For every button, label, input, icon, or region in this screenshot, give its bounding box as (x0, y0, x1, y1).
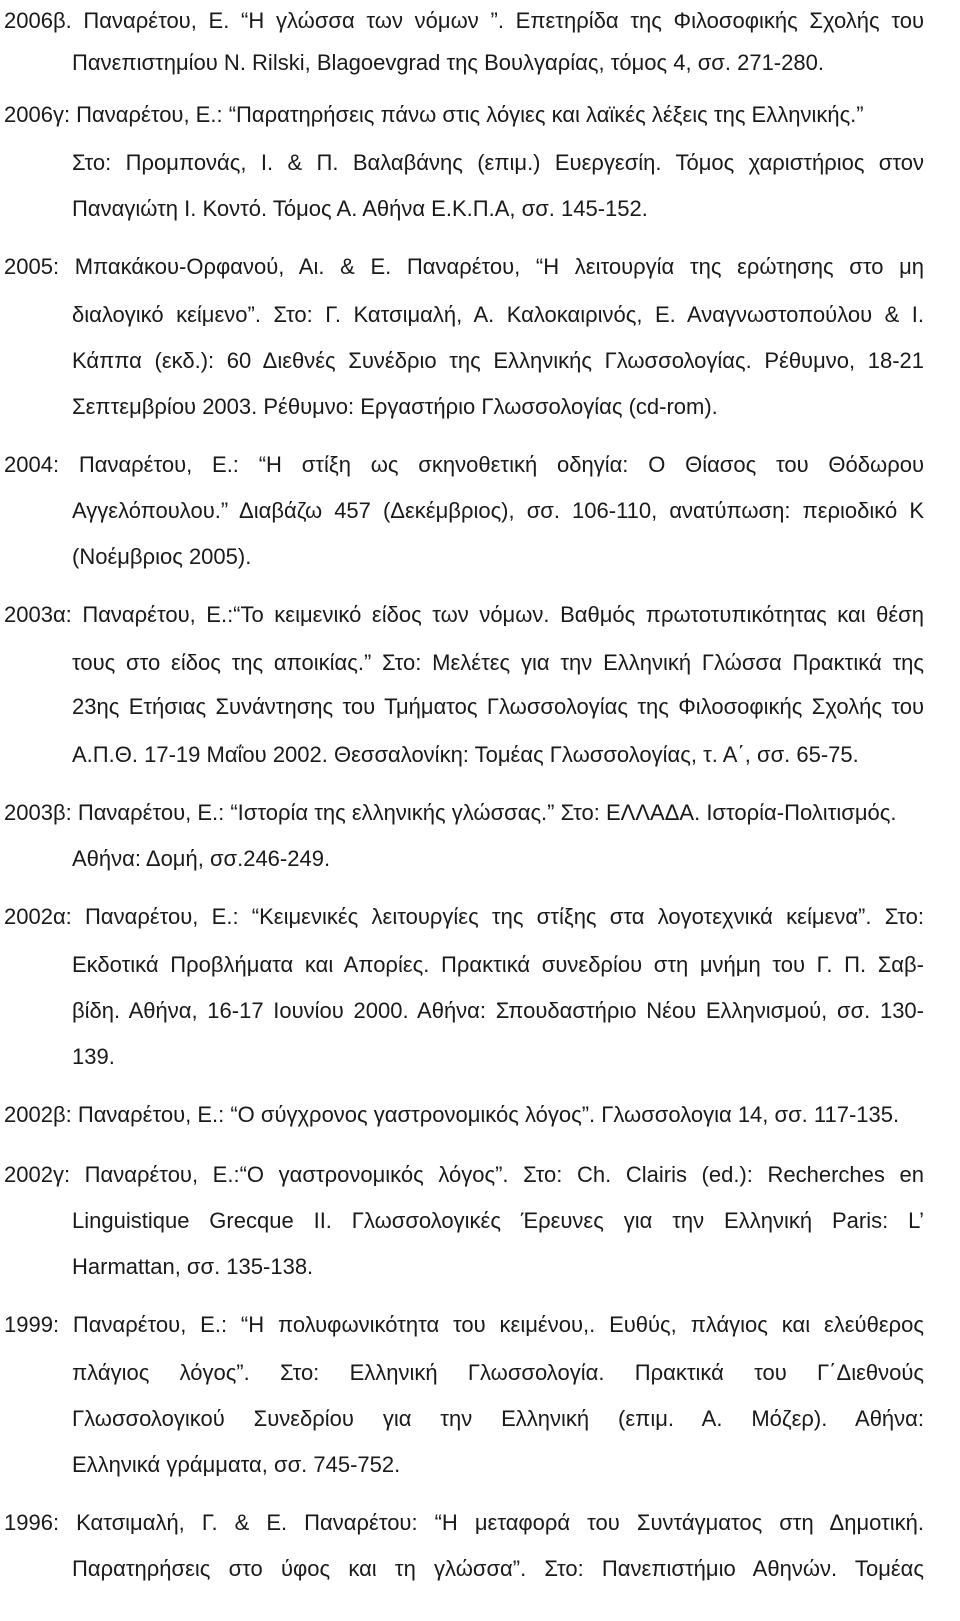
entry-line: 2002α: Παναρέτου, Ε.: “Κειμενικές λειτουργίες της στίξης στα λογοτεχνικά κείμενα”. Στο: (4, 904, 924, 929)
entry-line: Εκδοτικά Προβλήματα και Απορίες. Πρακτικά συνεδρίου στη μνήμη του Γ. Π. Σαβ- (72, 952, 924, 977)
entry-line: 1999: Παναρέτου, Ε.: “Η πολυφωνικότητα του κειμένου,. Ευθύς, πλάγιος και ελεύθερος (4, 1312, 924, 1337)
entry-line: 1996: Κατσιμαλή, Γ. & Ε. Παναρέτου: “Η μεταφορά του Συντάγματος στη Δημοτική. (4, 1510, 924, 1535)
entry-line: 23ης Ετήσιας Συνάντησης του Τμήματος Γλωσσολογίας της Φιλοσοφικής Σχολής του (72, 694, 924, 719)
entry-line: (Νοέμβριος 2005). (72, 544, 252, 569)
entry-line: Αγγελόπουλου.” Διαβάζω 457 (Δεκέμβριος), σσ. 106-110, ανατύπωση: περιοδικό Κ (72, 498, 924, 523)
entry-line: πλάγιος λόγος”. Στο: Ελληνική Γλωσσολογία. Πρακτικά του Γ΄Διεθνούς (72, 1360, 924, 1385)
entry-line: Παρατηρήσεις στο ύφος και τη γλώσσα”. Στο: Πανεπιστήμιο Αθηνών. Τομέας (72, 1556, 924, 1581)
entry-line: 2002β: Παναρέτου, Ε.: “Ο σύγχρονος γαστρονομικός λόγος”. Γλωσσολογια 14, σσ. 117-135. (4, 1102, 900, 1127)
entry-line: 139. (72, 1044, 115, 1069)
entry-line: Πανεπιστημίου Ν. Rilski, Blagoevgrad της Βουλγαρίας, τόμος 4, σσ. 271-280. (72, 50, 824, 75)
entry-line: Κάππα (εκδ.): 60 Διεθνές Συνέδριο της Ελληνικής Γλωσσολογίας. Ρέθυμνο, 18-21 (72, 348, 924, 373)
entry-line: Γλωσσολογικού Συνεδρίου για την Ελληνική (επιμ. Α. Μόζερ). Αθήνα: (72, 1406, 924, 1431)
entry-line: βίδη. Αθήνα, 16-17 Ιουνίου 2000. Αθήνα: Σπουδαστήριο Νέου Ελληνισμού, σσ. 130- (72, 998, 924, 1023)
entry-line: 2006γ: Παναρέτου, Ε.: “Παρατηρήσεις πάνω στις λόγιες και λαϊκές λέξεις της Ελληνικής.” (4, 102, 864, 127)
entry-line: 2002γ: Παναρέτου, Ε.:“Ο γαστρονομικός λόγος”. Στο: Ch. Clairis (ed.): Recherches en (4, 1162, 924, 1187)
entry-line: τους στο είδος της αποικίας.” Στο: Μελέτες για την Ελληνική Γλώσσα Πρακτικά της (72, 650, 924, 675)
entry-line: Α.Π.Θ. 17-19 Μαΐου 2002. Θεσσαλονίκη: Τομέας Γλωσσολογίας, τ. Α΄, σσ. 65-75. (72, 742, 859, 767)
entry-line: 2005: Μπακάκου-Ορφανού, Αι. & Ε. Παναρέτου, “Η λειτουργία της ερώτησης στο μη (4, 254, 924, 279)
entry-line: 2006β. Παναρέτου, Ε. “Η γλώσσα των νόμων ”. Επετηρίδα της Φιλοσοφικής Σχολής του (4, 8, 924, 33)
entry-line: Σεπτεμβρίου 2003. Ρέθυμνο: Εργαστήριο Γλωσσολογίας (cd-rom). (72, 394, 718, 419)
entry-line: Ελληνικά γράμματα, σσ. 745-752. (72, 1452, 401, 1477)
entry-line: Αθήνα: Δομή, σσ.246-249. (72, 846, 331, 871)
entry-line: Στο: Προμπονάς, Ι. & Π. Βαλαβάνης (επιμ.) Ευεργεσίη. Τόμος χαριστήριος στον (72, 150, 924, 175)
entry-line: Harmattan, σσ. 135-138. (72, 1254, 314, 1279)
entry-line: Παναγιώτη Ι. Κοντό. Τόμος Α. Αθήνα Ε.Κ.Π.Α, σσ. 145-152. (72, 196, 648, 221)
entry-line: 2003β: Παναρέτου, Ε.: “Ιστορία της ελληνικής γλώσσας.” Στο: ΕΛΛΑΔΑ. Ιστορία-Πολιτισμός. (4, 800, 897, 825)
entry-line: 2003α: Παναρέτου, Ε.:“Το κειμενικό είδος των νόμων. Βαθμός πρωτοτυπικότητας και θέση (4, 602, 924, 627)
entry-line: Linguistique Grecque II. Γλωσσολογικές Έρευνες για την Ελληνική Paris: L’ (72, 1208, 924, 1233)
entry-line: 2004: Παναρέτου, Ε.: “Η στίξη ως σκηνοθετική οδηγία: Ο Θίασος του Θόδωρου (4, 452, 924, 477)
entry-line: διαλογικό κείμενο”. Στο: Γ. Κατσιμαλή, Α. Καλοκαιρινός, Ε. Αναγνωστοπούλου & Ι. (72, 302, 924, 327)
